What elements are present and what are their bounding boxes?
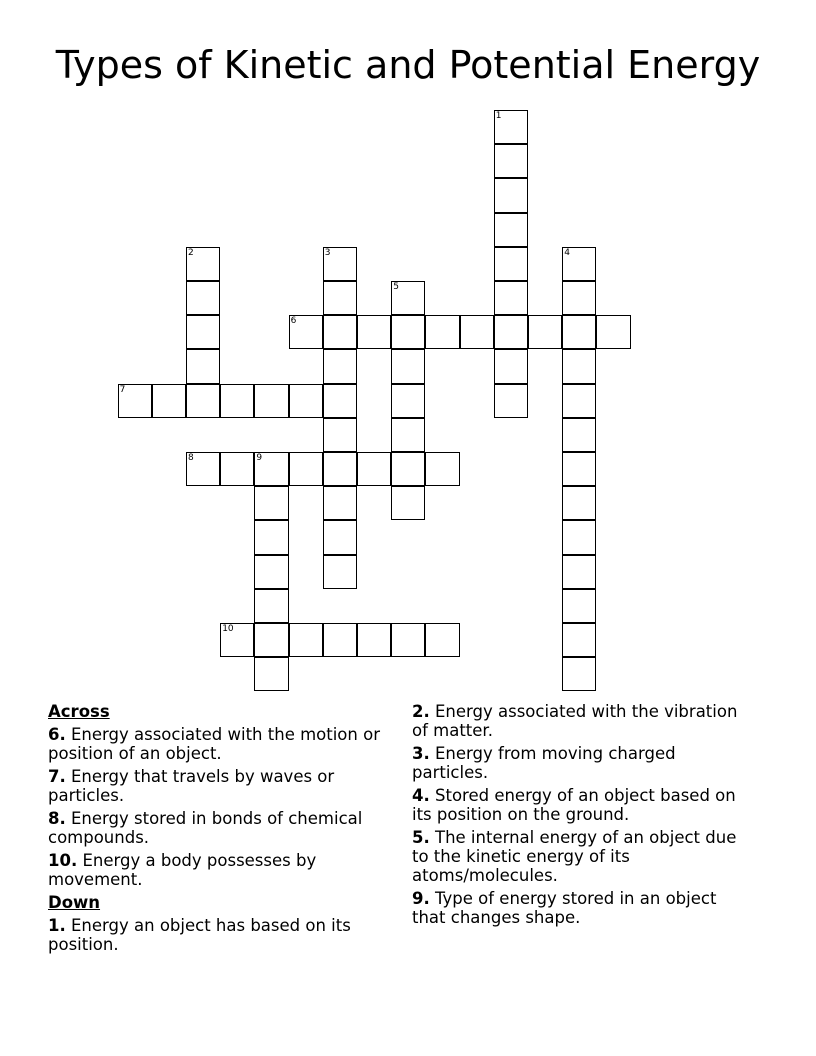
crossword-cell[interactable] xyxy=(494,110,528,144)
crossword-cell[interactable] xyxy=(562,555,596,589)
clue-item xyxy=(412,889,752,927)
crossword-cell[interactable] xyxy=(562,520,596,554)
clue-number: 2 xyxy=(188,247,194,258)
clue-item-number: 5. xyxy=(412,828,430,847)
clue-number: 10 xyxy=(222,624,234,634)
crossword-cell[interactable] xyxy=(323,315,357,349)
crossword-cell[interactable] xyxy=(186,452,220,486)
crossword-cell[interactable] xyxy=(494,384,528,418)
clue-heading: Across xyxy=(48,702,110,721)
crossword-cell[interactable] xyxy=(494,349,528,383)
crossword-cell[interactable] xyxy=(357,315,391,349)
crossword-cell[interactable] xyxy=(425,623,459,657)
clue-item-text: Energy associated with the motion or position of an object. xyxy=(48,725,380,763)
crossword-cell[interactable] xyxy=(391,281,425,315)
clue-item-number: 9. xyxy=(412,889,430,908)
page-title: Types of Kinetic and Potential Energy xyxy=(55,43,761,87)
crossword-cell[interactable] xyxy=(391,315,425,349)
crossword-cell[interactable] xyxy=(323,349,357,383)
crossword-cell[interactable] xyxy=(528,315,562,349)
clue-item xyxy=(48,916,388,954)
crossword-cell[interactable] xyxy=(562,418,596,452)
crossword-cell[interactable] xyxy=(391,349,425,383)
clue-item xyxy=(412,744,752,782)
crossword-cell[interactable] xyxy=(357,452,391,486)
crossword-cell[interactable] xyxy=(323,486,357,520)
crossword-cell[interactable] xyxy=(254,452,288,486)
crossword-cell[interactable] xyxy=(391,384,425,418)
clue-item xyxy=(48,767,388,805)
crossword-cell[interactable] xyxy=(562,589,596,623)
clue-number: 4 xyxy=(564,247,570,258)
crossword-cell[interactable] xyxy=(391,418,425,452)
crossword-cell[interactable] xyxy=(186,281,220,315)
clue-item-text: The internal energy of an object due to the kinetic energy of its atoms/molecules. xyxy=(412,828,737,885)
clue-item xyxy=(48,851,388,889)
crossword-cell[interactable] xyxy=(323,520,357,554)
clue-item-text: Energy an object has based on its position. xyxy=(48,916,351,954)
clue-item-text: Stored energy of an object based on its position on the ground. xyxy=(412,786,736,824)
crossword-cell[interactable] xyxy=(494,247,528,281)
crossword-cell[interactable] xyxy=(562,384,596,418)
clue-item-text: Energy from moving charged particles. xyxy=(412,744,676,782)
crossword-cell[interactable] xyxy=(425,315,459,349)
crossword-cell[interactable] xyxy=(289,315,323,349)
crossword-cell[interactable] xyxy=(254,589,288,623)
crossword-cell[interactable] xyxy=(289,384,323,418)
crossword-cell[interactable] xyxy=(289,452,323,486)
crossword-cell[interactable] xyxy=(391,623,425,657)
crossword-cell[interactable] xyxy=(562,315,596,349)
crossword-cell[interactable] xyxy=(289,623,323,657)
clue-item-number: 8. xyxy=(48,809,66,828)
crossword-cell[interactable] xyxy=(494,144,528,178)
crossword-cell[interactable] xyxy=(323,452,357,486)
crossword-cell[interactable] xyxy=(220,623,254,657)
clue-item xyxy=(412,702,752,740)
clue-number: 8 xyxy=(188,453,194,463)
crossword-cell[interactable] xyxy=(254,657,288,691)
clue-item-number: 6. xyxy=(48,725,66,744)
clue-item xyxy=(48,809,388,847)
clue-item xyxy=(412,786,752,824)
crossword-cell[interactable] xyxy=(562,486,596,520)
clue-number: 3 xyxy=(324,247,331,258)
clue-item-text: Type of energy stored in an object that changes shape. xyxy=(412,889,717,927)
crossword-cell[interactable] xyxy=(254,555,288,589)
crossword-cell[interactable] xyxy=(254,486,288,520)
crossword-cell[interactable] xyxy=(186,384,220,418)
crossword-cell[interactable] xyxy=(562,657,596,691)
crossword-cell[interactable] xyxy=(186,247,220,281)
crossword-cell[interactable] xyxy=(186,349,220,383)
crossword-cell[interactable] xyxy=(562,349,596,383)
clues-right-column xyxy=(412,702,752,931)
clue-number: 9 xyxy=(256,453,263,463)
crossword-cell[interactable] xyxy=(596,315,630,349)
clue-item xyxy=(412,828,752,885)
crossword-cell[interactable] xyxy=(254,520,288,554)
crossword-cell[interactable] xyxy=(562,623,596,657)
clue-number: 7 xyxy=(119,384,126,395)
crossword-cell[interactable] xyxy=(425,452,459,486)
crossword-cell[interactable] xyxy=(323,623,357,657)
clue-item-text: Energy a body possesses by movement. xyxy=(48,851,317,889)
crossword-cell[interactable] xyxy=(323,418,357,452)
crossword-cell[interactable] xyxy=(494,213,528,247)
clue-item-number: 7. xyxy=(48,767,66,786)
clue-heading: Down xyxy=(48,893,101,912)
clue-number: 1 xyxy=(495,111,502,121)
clue-item-number: 3. xyxy=(412,744,430,763)
crossword-cell[interactable] xyxy=(323,555,357,589)
crossword-cell[interactable] xyxy=(391,486,425,520)
clue-item xyxy=(48,725,388,763)
clue-item-text: Energy that travels by waves or particles. xyxy=(48,767,335,805)
clue-number: 5 xyxy=(393,282,399,292)
clue-item-text: Energy associated with the vibration of matter. xyxy=(412,702,738,740)
clue-item-number: 4. xyxy=(412,786,430,805)
crossword-cell[interactable] xyxy=(323,247,357,281)
crossword-cell[interactable] xyxy=(152,384,186,418)
crossword-cell[interactable] xyxy=(494,281,528,315)
crossword-cell[interactable] xyxy=(220,384,254,418)
crossword-cell[interactable] xyxy=(494,315,528,349)
crossword-cell[interactable] xyxy=(562,452,596,486)
clue-item-number: 10. xyxy=(48,851,78,870)
crossword-cell[interactable] xyxy=(562,281,596,315)
crossword-cell[interactable] xyxy=(494,178,528,212)
clues-left-column xyxy=(48,702,388,958)
crossword-cell[interactable] xyxy=(391,452,425,486)
clue-item-text: Energy stored in bonds of chemical compounds. xyxy=(48,809,363,847)
crossword-cell[interactable] xyxy=(323,281,357,315)
crossword-cell[interactable] xyxy=(118,384,152,418)
crossword-cell[interactable] xyxy=(357,623,391,657)
crossword-cell[interactable] xyxy=(220,452,254,486)
crossword-cell[interactable] xyxy=(254,623,288,657)
crossword-cell[interactable] xyxy=(460,315,494,349)
crossword-cell[interactable] xyxy=(562,247,596,281)
clue-number: 6 xyxy=(290,316,297,327)
crossword-cell[interactable] xyxy=(254,384,288,418)
clue-item-number: 2. xyxy=(412,702,430,721)
clue-item-number: 1. xyxy=(48,916,66,935)
crossword-cell[interactable] xyxy=(323,384,357,418)
crossword-cell[interactable] xyxy=(186,315,220,349)
